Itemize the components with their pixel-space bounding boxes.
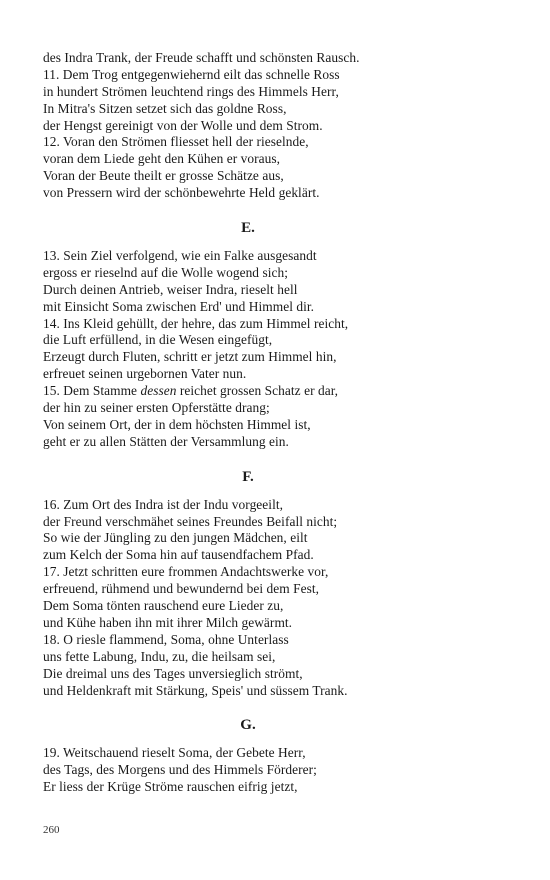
verse-line: die Luft erfüllend, in die Wesen eingefügt, — [43, 332, 273, 348]
verse-block-intro — [43, 50, 513, 202]
verse-line: der hin zu seiner ersten Opferstätte drang; — [43, 400, 270, 416]
verse-text: reichet grossen Schatz er dar, — [176, 383, 339, 399]
verse-line — [43, 383, 513, 400]
verse-line: Voran der Beute theilt er grosse Schätze aus, — [43, 168, 284, 184]
verse-line: in hundert Strömen leuchtend rings des Himmels Herr, — [43, 83, 339, 99]
verse-section — [43, 468, 513, 700]
verse-line: 11. Dem Trog entgegenwiehernd eilt das schnelle Ross — [43, 66, 340, 82]
verse-line: In Mitra's Sitzen setzet sich das goldne Ross, — [43, 100, 287, 116]
verse-line: Durch deinen Antrieb, weiser Indra, rieselt hell — [43, 281, 298, 297]
verse-section — [43, 716, 513, 796]
verse-section — [43, 219, 513, 451]
verse-line: 14. Ins Kleid gehüllt, der hehre, das zum Himmel reicht, — [43, 315, 349, 331]
verse-line: ergoss er rieselnd auf die Wolle wogend sich; — [43, 264, 288, 280]
verse-text: 15. Dem Stamme — [43, 383, 141, 399]
verse-line: 12. Voran den Strömen fliesset hell der rieselnde, — [43, 134, 309, 150]
verse-line: der Freund verschmähet seines Freundes Beifall nicht; — [43, 513, 338, 529]
verse-sections — [43, 219, 513, 796]
verse-line: erfreuet seinen urgebornen Vater nun. — [43, 366, 247, 382]
verse-line: So wie der Jüngling zu den jungen Mädchen, eilt — [43, 530, 308, 546]
verse-line: und Kühe haben ihn mit ihrer Milch gewärmt. — [43, 614, 293, 630]
verse-line: 13. Sein Ziel verfolgend, wie ein Falke ausgesandt — [43, 248, 317, 264]
verse-line: geht er zu allen Stätten der Versammlung ein. — [43, 433, 289, 449]
verse-line: Erzeugt durch Fluten, schritt er jetzt zum Himmel hin, — [43, 349, 337, 365]
verse-line: des Indra Trank, der Freude schafft und schönsten Rausch. — [43, 50, 360, 65]
verse-line: 19. Weitschauend rieselt Soma, der Gebete Herr, — [43, 745, 306, 761]
verse-line: von Pressern wird der schönbewehrte Held geklärt. — [43, 185, 320, 201]
verse-line: Die dreimal uns des Tages unversieglich strömt, — [43, 665, 303, 681]
page-number: 260 — [43, 824, 60, 836]
document-page — [43, 50, 513, 796]
verse-line: und Heldenkraft mit Stärkung, Speis' und süssem Trank. — [43, 682, 348, 698]
verse-line: 16. Zum Ort des Indra ist der Indu vorgeeilt, — [43, 496, 284, 512]
verse-line: Er liess der Krüge Ströme rauschen eifrig jetzt, — [43, 779, 298, 795]
verse-line: voran dem Liede geht den Kühen er voraus, — [43, 151, 281, 167]
verse-line: uns fette Labung, Indu, zu, die heilsam sei, — [43, 648, 276, 664]
verse-line: erfreuend, rühmend und bewundernd bei dem Fest, — [43, 581, 320, 597]
verse-line: der Hengst gereinigt von der Wolle und dem Strom. — [43, 117, 323, 133]
verse-line: Von seinem Ort, der in dem höchsten Himmel ist, — [43, 416, 311, 432]
section-heading: F. — [242, 468, 254, 485]
verse-line: 18. O riesle flammend, Soma, ohne Unterlass — [43, 631, 289, 647]
emphasized-word: dessen — [140, 383, 177, 399]
verse-line: Dem Soma tönten rauschend eure Lieder zu, — [43, 598, 284, 614]
verse-line: 17. Jetzt schritten eure frommen Andachtswerke vor, — [43, 564, 329, 580]
section-heading: G. — [240, 717, 256, 734]
verse-line: zum Kelch der Soma hin auf tausendfachem Pfad. — [43, 547, 314, 563]
verse-line: mit Einsicht Soma zwischen Erd' und Himmel dir. — [43, 298, 315, 314]
section-heading: E. — [241, 220, 255, 237]
verse-line: des Tags, des Morgens und des Himmels Förderer; — [43, 762, 317, 778]
